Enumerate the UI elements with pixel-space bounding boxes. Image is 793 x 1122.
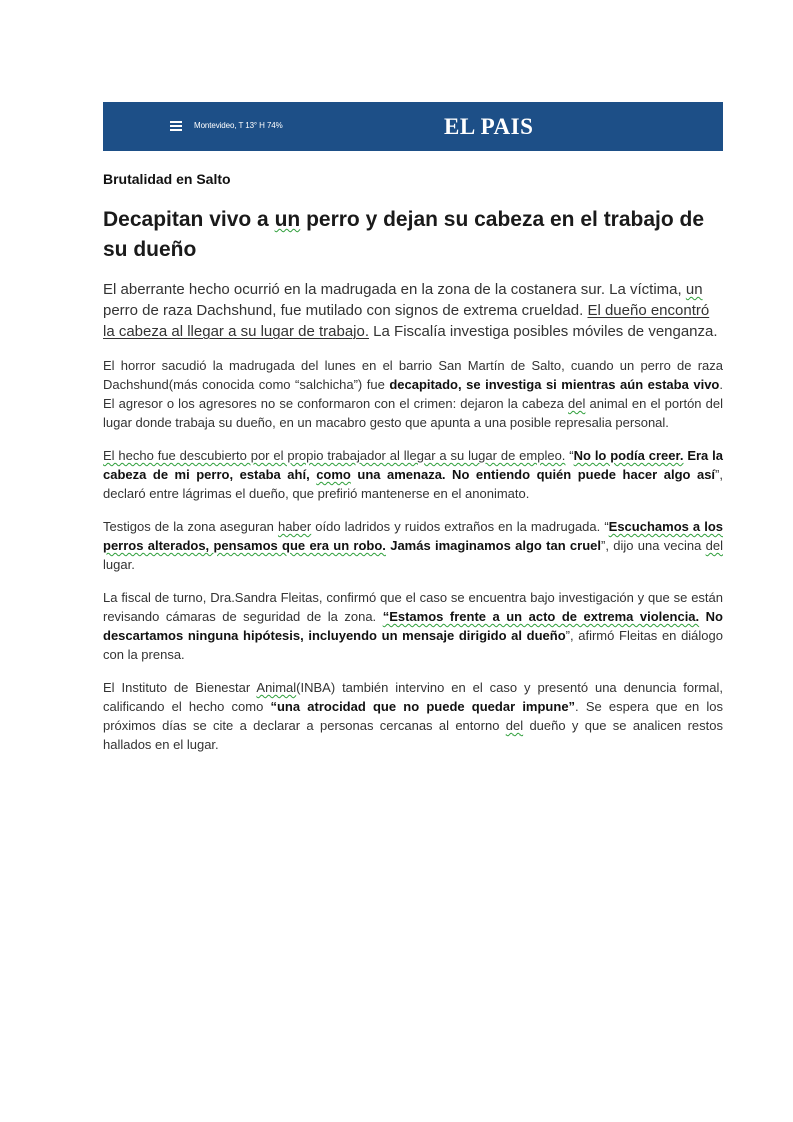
article-kicker: Brutalidad en Salto [103,171,231,187]
paragraph-1: El horror sacudió la madrugada del lunes en el barrio San Martín de Salto, cuando un perro de raza Dachshund(más conocida como “salchicha”) fue decapitado, se investiga si mientras aún estaba vivo. El agresor o los agresores no se conformaron con el crimen: dejaron la cabeza del animal en el portón del lugar donde trabaja su dueño, en un macabro gesto que apunta a una posible represalia personal. [103,358,723,430]
site-logo[interactable]: EL PAIS [444,114,534,139]
article-title: Decapitan vivo a un perro y dejan su cabeza en el trabajo de su dueño [103,208,705,261]
hamburger-menu-icon[interactable] [170,121,182,131]
paragraph-3: Testigos de la zona aseguran haber oído ladridos y ruidos extraños en la madrugada. “Escuchamos a los perros alterados, pensamos que era un robo. Jamás imaginamos algo tan cruel”, dijo una vecina del lugar. [103,519,723,572]
weather-readout: Montevideo, T 13° H 74% [194,121,283,130]
article-page [103,102,723,754]
site-header [103,102,723,151]
article-lede: El aberrante hecho ocurrió en la madrugada en la zona de la costanera sur. La víctima, un perro de raza Dachshund, fue mutilado con signos de extrema crueldad. El dueño encontró la cabeza al llegar a su lugar de trabajo. La Fiscalía investiga posibles móviles de venganza. [103,281,718,340]
paragraph-4: La fiscal de turno, Dra.Sandra Fleitas, confirmó que el caso se encuentra bajo investigación y que se están revisando cámaras de seguridad de la zona. “Estamos frente a un acto de extrema violencia. No descartamos ninguna hipótesis, incluyendo un mensaje dirigido al dueño”, afirmó Fleitas en diálogo con la prensa. [103,590,723,662]
paragraph-2: El hecho fue descubierto por el propio trabajador al llegar a su lugar de empleo. “No lo podía creer. Era la cabeza de mi perro, estaba ahí, como una amenaza. No entiendo quién puede hacer algo así”, declaró entre lágrimas el dueño, que prefirió mantenerse en el anonimato. [103,448,723,501]
paragraph-5: El Instituto de Bienestar Animal(INBA) también intervino en el caso y presentó una denuncia formal, calificando el hecho como “una atrocidad que no puede quedar impune”. Se espera que en los próximos días se cite a declarar a personas cercanas al entorno del dueño y que se analicen restos hallados en el lugar. [103,680,723,752]
